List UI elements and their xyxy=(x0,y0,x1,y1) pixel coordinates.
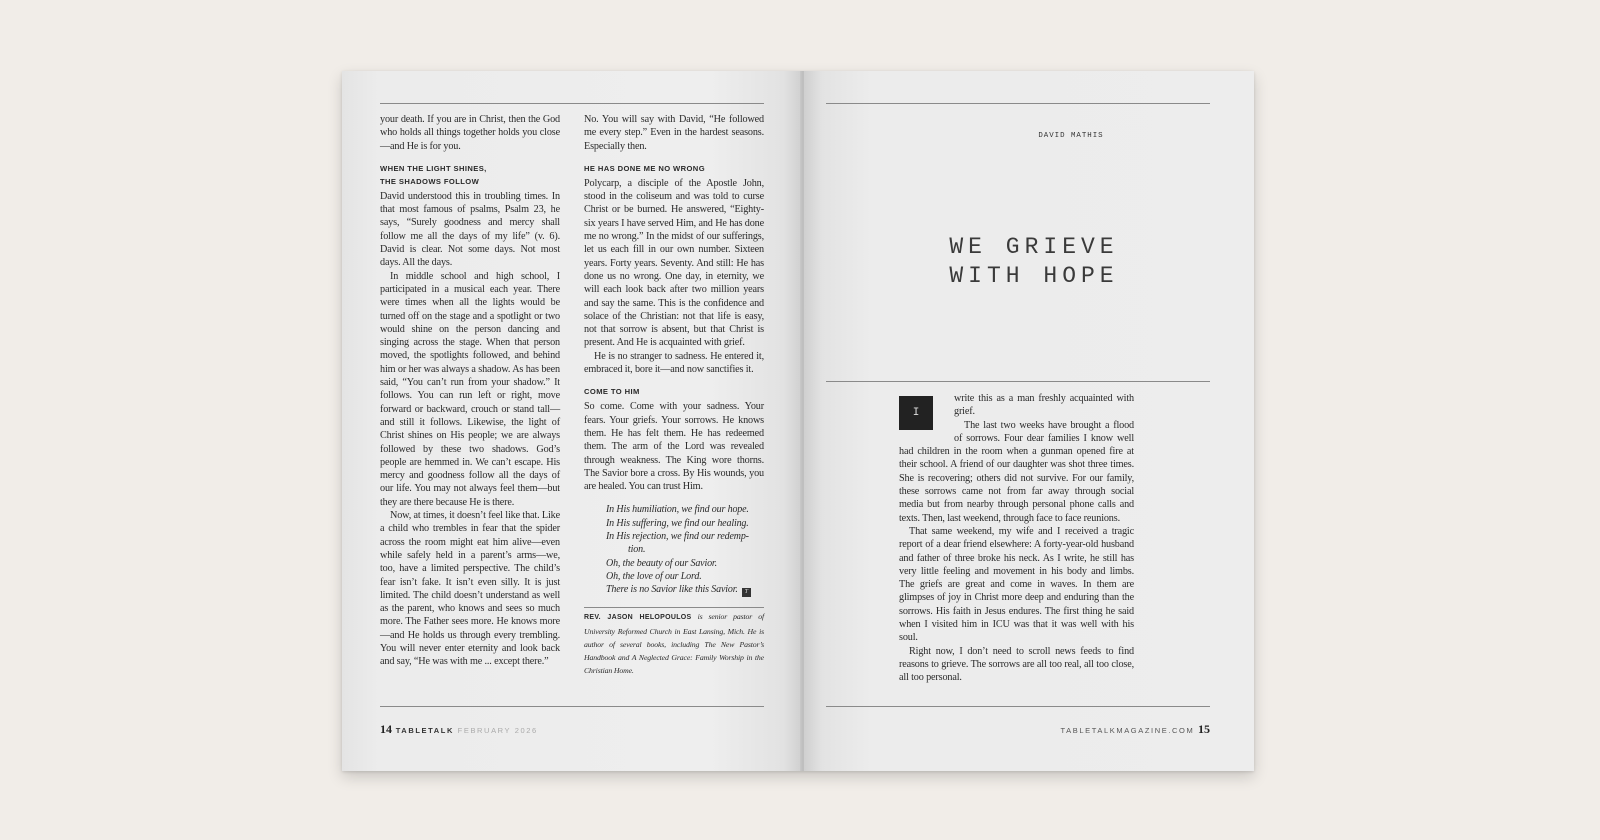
author-bio xyxy=(584,610,764,677)
right-column-flow xyxy=(899,392,1134,525)
magazine-spread xyxy=(342,71,1254,771)
right-page xyxy=(804,71,1254,771)
col2-intro: No. You will say with David, “He followed me every step.” Even in the hardest seasons. Especially then. xyxy=(584,114,764,152)
right-paragraph-4: Right now, I don’t need to scroll news feeds to find reasons to grieve. The sorrows are all too real, all too close, all too personal. xyxy=(899,645,1134,684)
bottom-rule-left xyxy=(380,706,764,707)
end-mark-icon: T xyxy=(742,588,751,597)
poem-line: Oh, the beauty of our Savior. xyxy=(606,557,717,569)
col2-paragraph-2: He is no stranger to sadness. He entered it, embraced it, bore it—and now sanctifies it. xyxy=(584,350,764,376)
drop-cap: I xyxy=(899,396,933,430)
folio-site: TABLETALKMAGAZINE.COM xyxy=(1060,726,1195,735)
page-number-left: 14 xyxy=(380,722,392,736)
folio-date: FEBRUARY 2026 xyxy=(457,726,538,735)
left-page xyxy=(342,71,802,771)
col1-paragraph-2: In middle school and high school, I participated in a musical each year. There were times when all the lights would be turned off on the stage and a spotlight or two would shine on the person dancing and singing across the stage. When that person moved, the spotlights followed, and behind him or her was always a shadow. As has been said, “You can’t run from your shadow.” It follows. You can run left or right, move forward or backward, crouch or stand tall—and still it follows. Likewise, the light of Christ shines on His people; we are always followed by these two shadows. God’s people are hemmed in. We can’t escape. His mercy and goodness follow all the days of our life. You may not always feel them—but they are there because He is there. xyxy=(380,270,560,508)
top-rule-left xyxy=(380,103,764,104)
left-column-1 xyxy=(380,113,560,669)
bio-text: is senior pastor of University Reformed Church in East Lansing, Mich. He is author of several books, including The New Pastor’s Handbook and A Neglected Grace: Family Worship in the Christian Home. xyxy=(584,612,764,676)
left-column-2 xyxy=(584,113,764,678)
poem-line: There is no Savior like this Savior. xyxy=(606,584,738,596)
col1-intro: your death. If you are in Christ, then the God who holds all things together holds you close—and He is for you. xyxy=(380,114,560,152)
top-rule-right xyxy=(826,103,1210,104)
col1-paragraph-3: Now, at times, it doesn’t feel like that. Like a child who trembles in fear that the spider across the room might eat him alive—even while safely held in a parent’s arms—we, too, have a limited perspective. The child’s fear isn’t fake. It isn’t even silly. It is just limited. The child doesn’t understand as well as the parent, who knows and sees so much more. The Father sees more. He knows more—and He holds us through every trembling. You will never enter eternity and look back and say, “He was with me ... except there.” xyxy=(380,510,560,668)
right-paragraph-1-flow: write this as a man freshly acquainted with grief. xyxy=(954,393,1134,418)
title-line-1: WE GRIEVE xyxy=(949,234,1119,260)
heading-line-1: WHEN THE LIGHT SHINES, xyxy=(380,163,487,173)
col1-paragraph-1: David understood this in troubling times. In that most famous of psalms, Psalm 23, he says, “Surely goodness and mercy shall follow me all the days of my life” (v. 6). David is clear. Not some days. Not most days. All the days. xyxy=(380,190,560,269)
bio-name: REV. JASON HELOPOULOS xyxy=(584,614,692,622)
folio-left xyxy=(380,722,538,737)
page-number-right: 15 xyxy=(1198,722,1210,736)
bottom-rule-right xyxy=(826,706,1210,707)
section-heading-no-wrong: HE HAS DONE ME NO WRONG xyxy=(584,163,706,173)
col2-paragraph-3: So come. Come with your sadness. Your fears. Your griefs. Your sorrows. He knows them. He has felt them. He has redeemed them. The arm of the Lord was revealed through weakness. The King wore thorns. The Savior bore a cross. By His wounds, you are healed. You can trust Him. xyxy=(584,401,764,493)
article-author: DAVID MATHIS xyxy=(1038,132,1104,140)
col2-paragraph-1: Polycarp, a disciple of the Apostle John, stood in the coliseum and was told to curse Christ or be burned. He answered, “Eighty-six years I have served Him, and He has done me no wrong.” In the midst of our sufferings, let us each fill in our own number. Sixteen years. Forty years. Seventy. And still: He has done us no wrong. One day, in eternity, we will each look back after two million years and say the same. This is the confidence and solace of the Christian: not that life is easy, not that sorrow is absent, but that Christ is present. And He is acquainted with grief. xyxy=(584,177,764,349)
poem-block xyxy=(606,503,764,597)
title-line-2: WITH HOPE xyxy=(949,263,1119,289)
drop-cap-spacer xyxy=(899,392,954,436)
right-paragraph-3: That same weekend, my wife and I received a tragic report of a dear friend elsewhere: A forty-year-old husband and father of three broke his neck. As I write, he still has very little feeling and movement in his body and limbs. The griefs are great and come in waves. In them are glimpses of joy in Christ more deep and enduring than the sorrows. His faith in Jesus endures. The first thing he said when I visited him in ICU was that it was well with his soul. xyxy=(899,526,1134,644)
folio-brand: TABLETALK xyxy=(395,726,454,735)
bio-rule xyxy=(584,607,764,608)
right-paragraph-2-flow: The last two weeks have brought a flood of sorrows. Four dear families I know well had children in the room when a gunman opened fire at their school. A friend of our daughter was shot three times. She is recovering; others did not survive. For our family, these sorrows came not from far away through social media but from nearby through personal phone calls and texts. Then, last weekend, through face to face reunions. xyxy=(899,419,1134,524)
poem-last-line xyxy=(606,583,764,597)
poem-line: In His suffering, we find our healing. xyxy=(606,517,749,529)
poem-line: In His humiliation, we find our hope. xyxy=(606,504,749,516)
right-column-body xyxy=(899,525,1134,685)
article-title xyxy=(864,233,1204,291)
poem-line: Oh, the love of our Lord. xyxy=(606,570,702,582)
section-heading-come-to-him: COME TO HIM xyxy=(584,387,640,397)
poem-line: tion. xyxy=(628,544,646,556)
section-heading-light-shines xyxy=(380,162,560,188)
poem-line: In His rejection, we find our redemp- xyxy=(606,531,749,543)
title-divider-rule xyxy=(826,381,1210,382)
folio-right xyxy=(1061,722,1210,737)
heading-line-2: THE SHADOWS FOLLOW xyxy=(380,176,480,186)
